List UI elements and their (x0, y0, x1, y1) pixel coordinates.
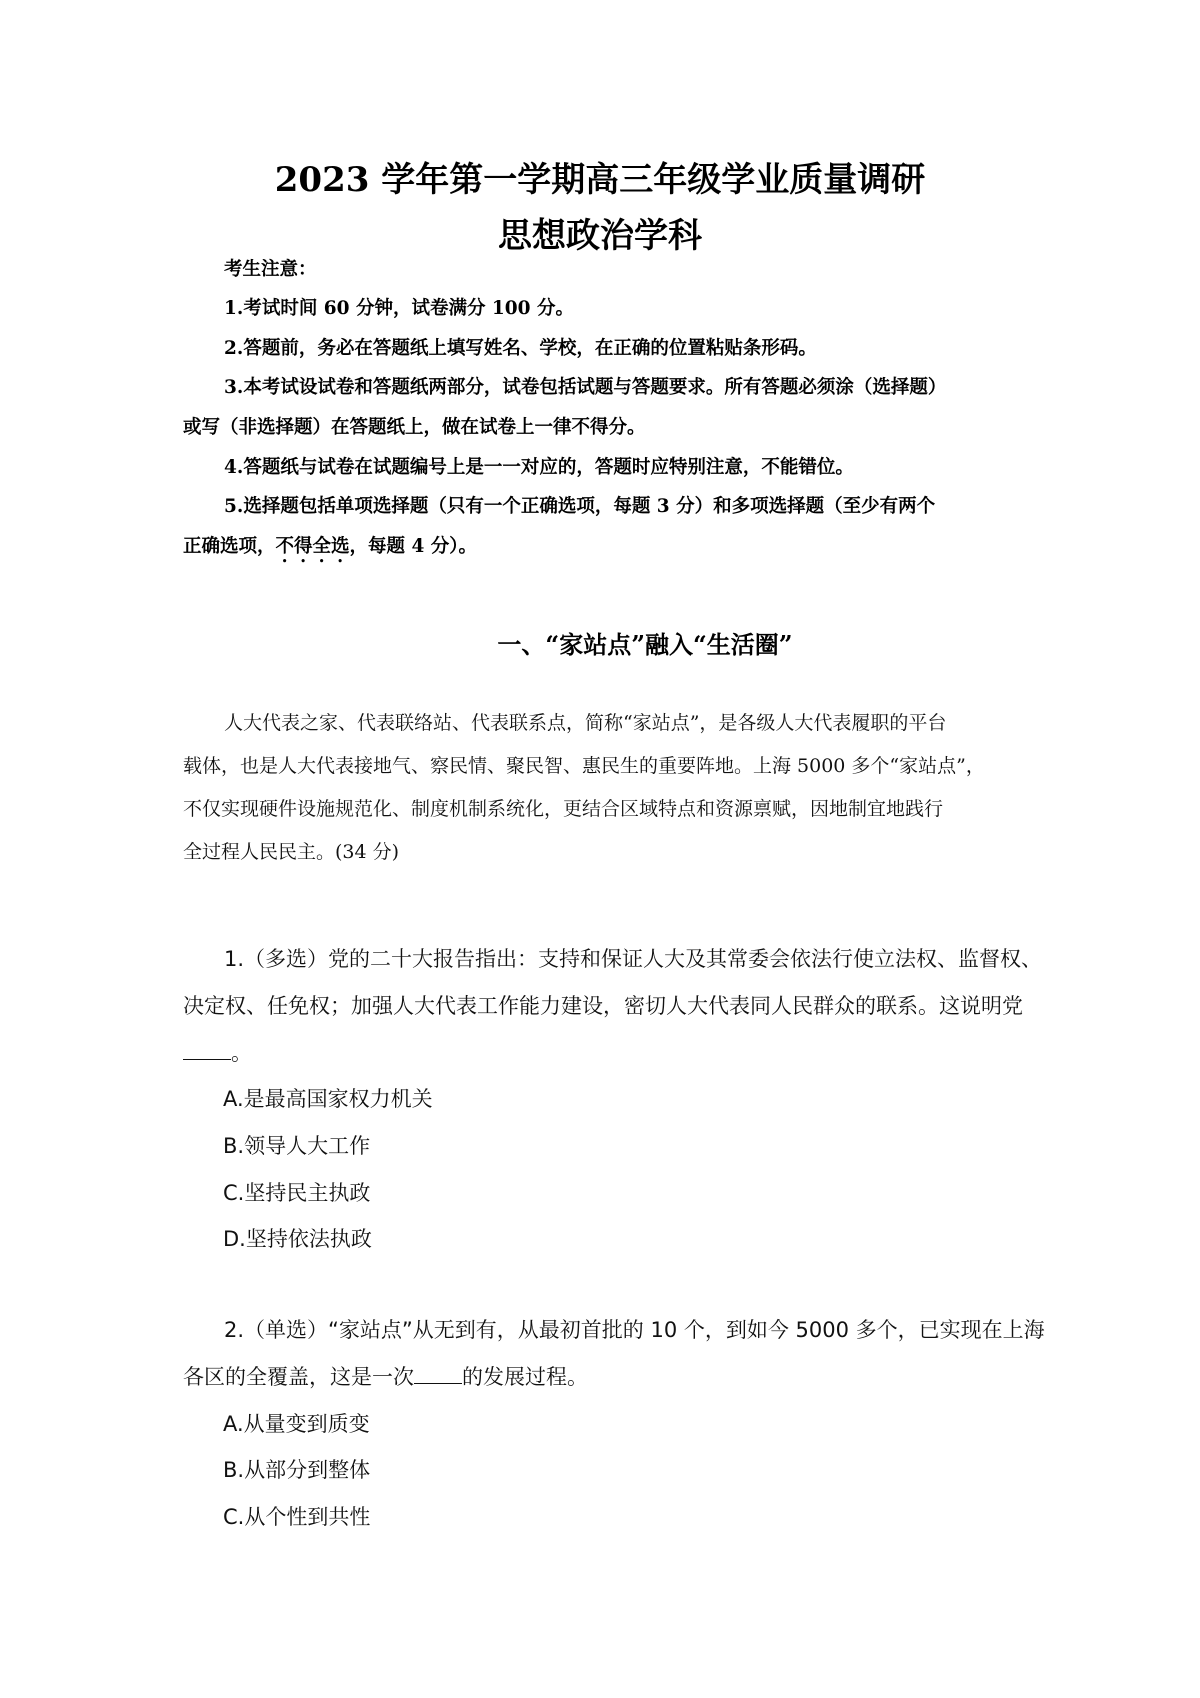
material-line-2: 载体，也是人大代表接地气、察民情、聚民智、惠民生的重要阵地。上海 5000 多个“家站点”， (183, 755, 985, 777)
question-1-stem-line-2: 决定权、任免权；加强人大代表工作能力建设，密切人大代表同人民群众的联系。这说明党 (183, 994, 1023, 1018)
notice-heading: 考生注意： (224, 259, 317, 280)
question-2-stem-line-1: 2.（单选）“家站点”从无到有，从最初首批的 10 个，到如今 5000 多个，已实现在上海 (224, 1318, 1045, 1342)
exam-subject: 思想政治学科 (498, 216, 702, 256)
question-1-stem-line-3 (183, 1037, 252, 1067)
question-2-option-c: C.从个性到共性 (223, 1505, 371, 1529)
question-2-option-a: A.从量变到质变 (223, 1412, 370, 1436)
material-line-1: 人大代表之家、代表联络站、代表联系点，简称“家站点”，是各级人大代表履职的平台 (224, 712, 947, 734)
notice-item-5-line-1: 5.选择题包括单项选择题（只有一个正确选项，每题 3 分）和多项选择题（至少有两个 (224, 496, 936, 517)
question-2-text: 各区的全覆盖，这是一次 (183, 1365, 414, 1389)
emphasized-text: 不得全选 (275, 536, 350, 557)
question-1-option-a: A.是最高国家权力机关 (223, 1087, 433, 1111)
question-1-stem-line-1: 1.（多选）党的二十大报告指出：支持和保证人大及其常委会依法行使立法权、监督权、 (224, 947, 1043, 971)
question-2-option-b: B.从部分到整体 (223, 1458, 371, 1482)
notice-text: ，每题 4 分）。 (349, 536, 478, 557)
notice-item-2: 2.答题前，务必在答题纸上填写姓名、学校，在正确的位置粘贴条形码。 (224, 338, 817, 359)
notice-item-1: 1.考试时间 60 分钟，试卷满分 100 分。 (224, 298, 574, 319)
section-title: 一、“家站点”融入“生活圈” (497, 630, 793, 659)
question-2-stem-line-2 (183, 1361, 588, 1391)
question-1-period: 。 (231, 1041, 252, 1065)
material-line-3: 不仅实现硬件设施规范化、制度机制系统化，更结合区域特点和资源禀赋，因地制宜地践行 (183, 798, 944, 820)
question-1-option-d: D.坚持依法执政 (223, 1227, 372, 1251)
notice-item-3-line-2: 或写（非选择题）在答题纸上，做在试卷上一律不得分。 (183, 417, 646, 438)
notice-item-4: 4.答题纸与试卷在试题编号上是一一对应的，答题时应特别注意，不能错位。 (224, 457, 854, 478)
notice-item-5-line-2 (183, 532, 477, 567)
question-1-option-c: C.坚持民主执政 (223, 1181, 371, 1205)
notice-item-3-line-1: 3.本考试设试卷和答题纸两部分，试卷包括试题与答题要求。所有答题必须涂（选择题） (224, 377, 947, 398)
question-2-text: 的发展过程。 (462, 1365, 588, 1389)
notice-text: 正确选项， (183, 536, 276, 557)
answer-blank (414, 1365, 462, 1384)
answer-blank (183, 1041, 231, 1060)
question-1-option-b: B.领导人大工作 (223, 1134, 371, 1158)
exam-title: 2023 学年第一学期高三年级学业质量调研 (274, 160, 926, 200)
material-line-4: 全过程人民民主。(34 分) (183, 841, 400, 863)
